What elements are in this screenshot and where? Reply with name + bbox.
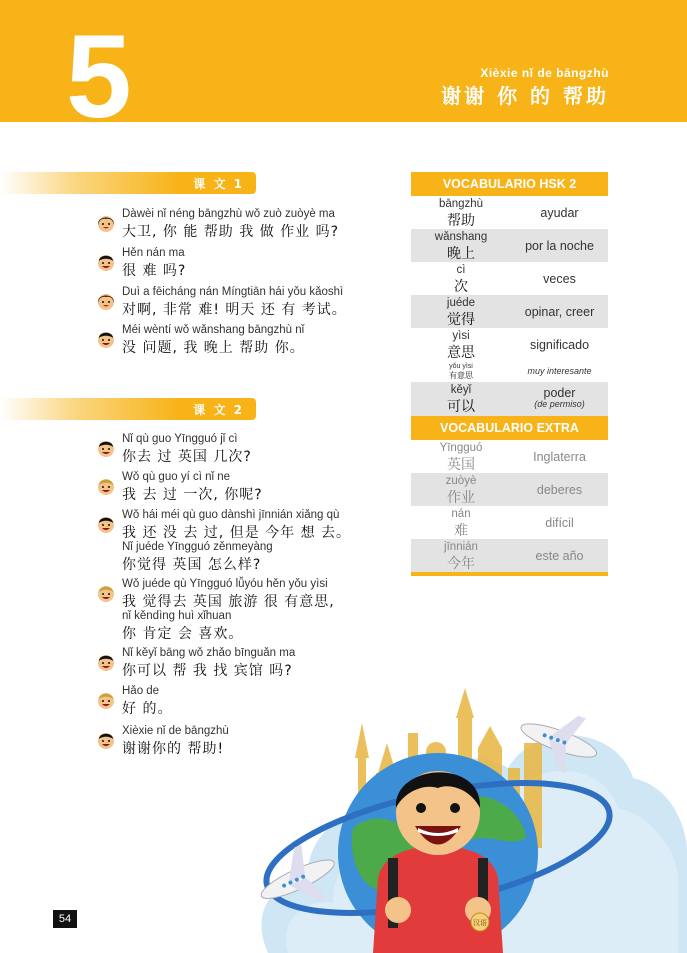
speaker-avatar — [96, 690, 116, 710]
vocab-meaning-note: (de permiso) — [534, 399, 585, 409]
speaker-avatar — [96, 438, 116, 458]
dialogue-pinyin: Hǎo de — [122, 685, 160, 697]
dialogue-pinyin: Méi wèntí wǒ wǎnshang bāngzhù nǐ — [122, 324, 305, 336]
vocab-hanzi: 次 — [454, 279, 468, 295]
vocab-meaning-text: significado — [529, 338, 590, 352]
vocab-meaning — [511, 366, 608, 376]
text1-label: 课 文 1 — [193, 177, 244, 191]
vocab-meaning-text: Inglaterra — [533, 450, 586, 464]
vocab-row — [411, 361, 608, 382]
dialogue-pinyin: Dàwèi nǐ néng bāngzhù wǒ zuò zuòyè ma — [122, 208, 335, 220]
vocab-meaning — [511, 450, 608, 464]
vocab-hanzi: 有意思 — [449, 371, 473, 380]
dialogue-pinyin: Duì a fēicháng nán Míngtiān hái yǒu kǎoshì — [122, 286, 344, 298]
vocab-meaning-text: ayudar — [540, 206, 579, 220]
dialogue-pinyin: Nǐ kěyǐ bāng wǒ zhǎo bīnguǎn ma — [122, 647, 296, 659]
vocab-row — [411, 382, 608, 416]
text2-ribbon — [0, 398, 256, 420]
vocab-row — [411, 295, 608, 328]
dialogue-hanzi: 你觉得 英国 怎么样? — [122, 557, 262, 573]
dialogue-pinyin: Hěn nán ma — [122, 247, 185, 259]
speaker-avatar — [96, 329, 116, 349]
speaker-avatar — [96, 213, 116, 233]
text2-label: 课 文 2 — [193, 403, 244, 417]
dialogue-hanzi: 我 去 过 一次, 你呢? — [122, 487, 263, 503]
dialogue-pinyin: Xièxie nǐ de bāngzhù — [122, 725, 229, 737]
vocab-hanzi: 觉得 — [447, 312, 475, 328]
vocab-row — [411, 229, 608, 262]
dialogue-hanzi: 大卫, 你 能 帮助 我 做 作业 吗? — [122, 224, 340, 240]
vocab-meaning — [511, 239, 608, 253]
dialogue-hanzi: 我 觉得去 英国 旅游 很 有意思, — [122, 594, 335, 610]
vocab-row — [411, 473, 608, 506]
speaker-avatar — [96, 583, 116, 603]
vocab-meaning — [511, 206, 608, 220]
vocab-hanzi: 晚上 — [447, 246, 475, 262]
vocab-meaning — [511, 386, 608, 409]
dialogue-hanzi: 谢谢你的 帮助! — [122, 741, 225, 757]
dialogue-hanzi: 好 的。 — [122, 701, 173, 717]
vocab-meaning — [511, 338, 608, 352]
vocab-meaning-text: este año — [535, 549, 584, 563]
vocab-row — [411, 440, 608, 473]
dialogue-hanzi: 我 还 没 去 过, 但是 今年 想 去。 — [122, 525, 352, 541]
vocab-hanzi: 今年 — [447, 556, 475, 572]
vocab-row — [411, 328, 608, 361]
vocab-row — [411, 539, 608, 572]
dialogue-hanzi: 很 难 吗? — [122, 263, 187, 279]
vocab-hanzi: 难 — [454, 523, 468, 539]
vocab-meaning-text: muy interesante — [527, 366, 592, 376]
speaker-avatar — [96, 291, 116, 311]
page-number: 54 — [53, 910, 77, 928]
dialogue-pinyin: Nǐ qù guo Yīngguó jǐ cì — [122, 433, 238, 445]
vocab-hsk2-header: VOCABULARIO HSK 2 — [411, 172, 608, 196]
speaker-avatar — [96, 476, 116, 496]
dialogue-hanzi: 你 肯定 会 喜欢。 — [122, 626, 244, 642]
dialogue-hanzi: 你可以 帮 我 找 宾馆 吗? — [122, 663, 293, 679]
vocab-pinyin: yìsi — [452, 330, 470, 342]
vocab-pinyin: zuòyè — [445, 475, 477, 487]
vocab-pinyin: juéde — [446, 297, 476, 309]
dialogue-pinyin: Nǐ juéde Yīngguó zěnmeyàng — [122, 541, 273, 553]
vocab-pinyin: jīnnián — [444, 541, 478, 553]
dialogue-hanzi: 你去 过 英国 几次? — [122, 449, 252, 465]
vocab-pinyin: yǒu yìsi — [449, 363, 473, 370]
dialogue-hanzi: 没 问题, 我 晚上 帮助 你。 — [122, 340, 305, 356]
dialogue-pinyin: Wǒ juéde qù Yīngguó lǚyóu hěn yǒu yìsi — [122, 578, 328, 590]
speaker-avatar — [96, 652, 116, 672]
chapter-header — [0, 0, 687, 143]
vocab-meaning-text: deberes — [536, 483, 583, 497]
speaker-avatar — [96, 252, 116, 272]
vocabulary-table — [411, 172, 608, 576]
lesson-title-hanzi: 谢谢 你 的 帮助 — [441, 84, 609, 108]
vocab-pinyin: wǎnshang — [434, 231, 488, 243]
vocab-row — [411, 506, 608, 539]
vocab-meaning — [511, 549, 608, 563]
vocab-row — [411, 196, 608, 229]
vocab-meaning-text: veces — [543, 272, 576, 286]
speaker-avatar — [96, 730, 116, 750]
vocab-meaning-text: por la noche — [525, 239, 594, 253]
speaker-avatar — [96, 514, 116, 534]
vocab-hanzi: 作业 — [447, 490, 475, 506]
vocab-pinyin: kěyǐ — [450, 384, 472, 396]
dialogue-pinyin: nǐ kěndìng huì xǐhuan — [122, 610, 232, 622]
dialogue-pinyin: Wǒ hái méi qù guo dànshì jīnnián xiǎng qù — [122, 509, 340, 521]
vocab-meaning — [511, 305, 608, 319]
lesson-title-pinyin: Xièxie nǐ de bāngzhù — [480, 66, 609, 80]
vocab-hanzi: 英国 — [447, 457, 475, 473]
vocab-meaning-text: difícil — [545, 516, 574, 530]
vocab-hanzi: 意思 — [447, 345, 475, 361]
vocab-pinyin: cì — [456, 264, 466, 276]
vocab-extra-rows — [411, 440, 608, 572]
vocab-hsk2-rows — [411, 196, 608, 416]
dialogue-pinyin: Wǒ qù guo yí cì nǐ ne — [122, 471, 231, 483]
vocab-hanzi: 可以 — [447, 399, 475, 415]
vocab-meaning-text: poder — [543, 386, 576, 400]
vocab-pinyin: nán — [451, 508, 471, 520]
travel-illustration — [208, 648, 687, 953]
stamp-text: 汉语 — [473, 919, 487, 927]
text1-ribbon — [0, 172, 256, 194]
vocab-meaning — [511, 516, 608, 530]
vocab-row — [411, 262, 608, 295]
vocab-meaning — [511, 272, 608, 286]
vocab-meaning — [511, 483, 608, 497]
vocab-pinyin: bāngzhù — [438, 198, 484, 210]
vocab-meaning-text: opinar, creer — [524, 305, 595, 319]
lesson-number: 5 — [66, 11, 132, 143]
vocab-pinyin: Yīngguó — [439, 442, 483, 454]
dialogue-hanzi: 对啊, 非常 难! 明天 还 有 考试。 — [122, 302, 347, 318]
vocab-extra-header: VOCABULARIO EXTRA — [411, 416, 608, 440]
vocab-hanzi: 帮助 — [447, 213, 475, 229]
